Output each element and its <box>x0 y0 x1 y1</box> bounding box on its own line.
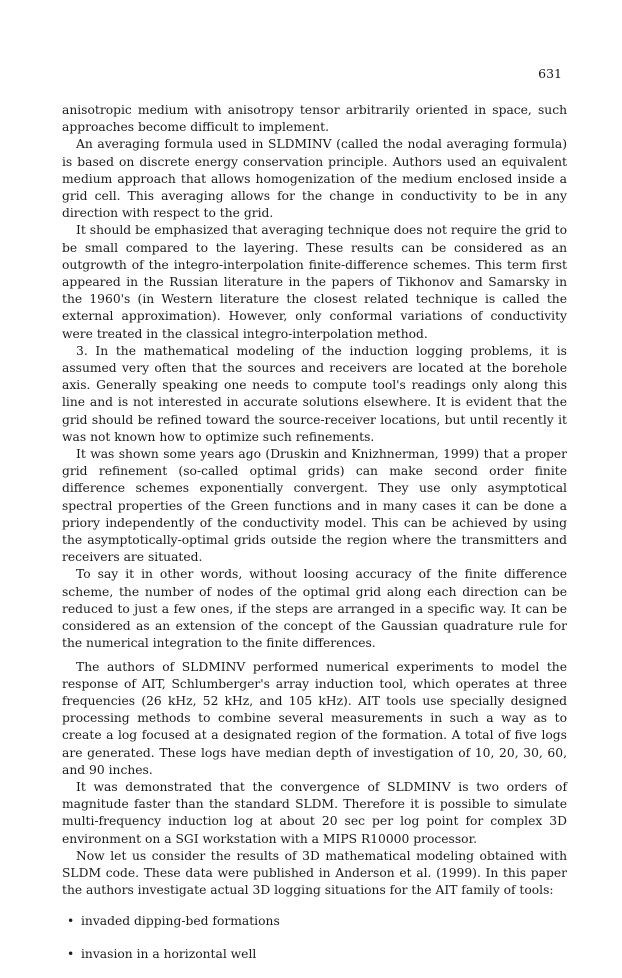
paragraph-convergence: It was demonstrated that the convergence of SLDMINV is two orders of magnitude faster than the standard SLDM. Therefore it is possible to simulate multi-frequency induction log at about 20 sec per log point for complex 3D environment on a SGI workstation with a MIPS R10000 processor. <box>62 779 567 846</box>
paragraph-continued: anisotropic medium with anisotropy tensor arbitrarily oriented in space, such approaches become difficult to implement. <box>62 103 567 135</box>
paragraph-point-3: 3. In the mathematical modeling of the induction logging problems, it is assumed very often that the sources and receivers are located at the borehole axis. Generally speaking one needs to compute tool's readings only along this line and is not interested in accurate solutions elsewhere. It is evident that the grid should be refined toward the source-receiver locations, but until recently it was not known how to optimize such refinements. <box>62 343 567 444</box>
bullet-list <box>62 913 567 962</box>
list-item-text: invasion in a horizontal well <box>81 946 257 961</box>
list-item <box>62 913 567 930</box>
paragraph-averaging-technique: It should be emphasized that averaging technique does not require the grid to be small compared to the layering. These results can be considered as an outgrowth of the integro-interpolation finite-difference schemes. This term first appeared in the Russian literature in the papers of Tikhonov and Samarsky in the 1960's (in Western literature the closest related technique is called the external approximation). However, only conformal variations of conductivity were treated in the classical integro-interpolation method. <box>62 223 567 341</box>
paragraph-optimal-grids: It was shown some years ago (Druskin and Knizhnerman, 1999) that a proper grid refinement (so-called optimal grids) can make second order finite difference schemes exponentially convergent. They use only asymptotical spectral properties of the Green functions and in many cases it can be done a priory independently of the conductivity model. This can be achieved by using the asymptotically-optimal grids outside the region where the transmitters and receivers are situated. <box>62 447 567 565</box>
paragraph-averaging-formula: An averaging formula used in SLDMINV (called the nodal averaging formula) is based on discrete energy conservation principle. Authors used an equivalent medium approach that allows homogenization of the medium enclosed inside a grid cell. This averaging allows for the change in conductivity to be in any direction with respect to the grid. <box>62 137 567 221</box>
bullet-icon: • <box>67 914 75 929</box>
page-number: 631 <box>538 66 562 81</box>
paragraph-optimal-grid-nodes: To say it in other words, without loosing accuracy of the finite difference scheme, the number of nodes of the optimal grid along each direction can be reduced to just a few ones, if the steps are arranged in a specific way. It can be considered as an extension of the concept of the Gaussian quadrature rule for the numerical integration to the finite differences. <box>62 567 567 651</box>
bullet-icon: • <box>67 946 75 961</box>
body-text <box>62 102 567 978</box>
paragraph-ait-experiments: The authors of SLDMINV performed numerical experiments to model the response of AIT, Schlumberger's array induction tool, which operates at three frequencies (26 kHz, 52 kHz, and 105 kHz). AIT tools use specially designed processing methods to combine several measurements in such a way as to create a log focused at a designated region of the formation. A total of five logs are generated. These logs have median depth of investigation of 10, 20, 30, 60, and 90 inches. <box>62 659 567 777</box>
list-item-text: invaded dipping-bed formations <box>81 914 280 929</box>
paragraph-3d-modeling: Now let us consider the results of 3D mathematical modeling obtained with SLDM code. These data were published in Anderson et al. (1999). In this paper the authors investigate actual 3D logging situations for the AIT family of tools: <box>62 848 567 898</box>
list-item <box>62 946 567 963</box>
